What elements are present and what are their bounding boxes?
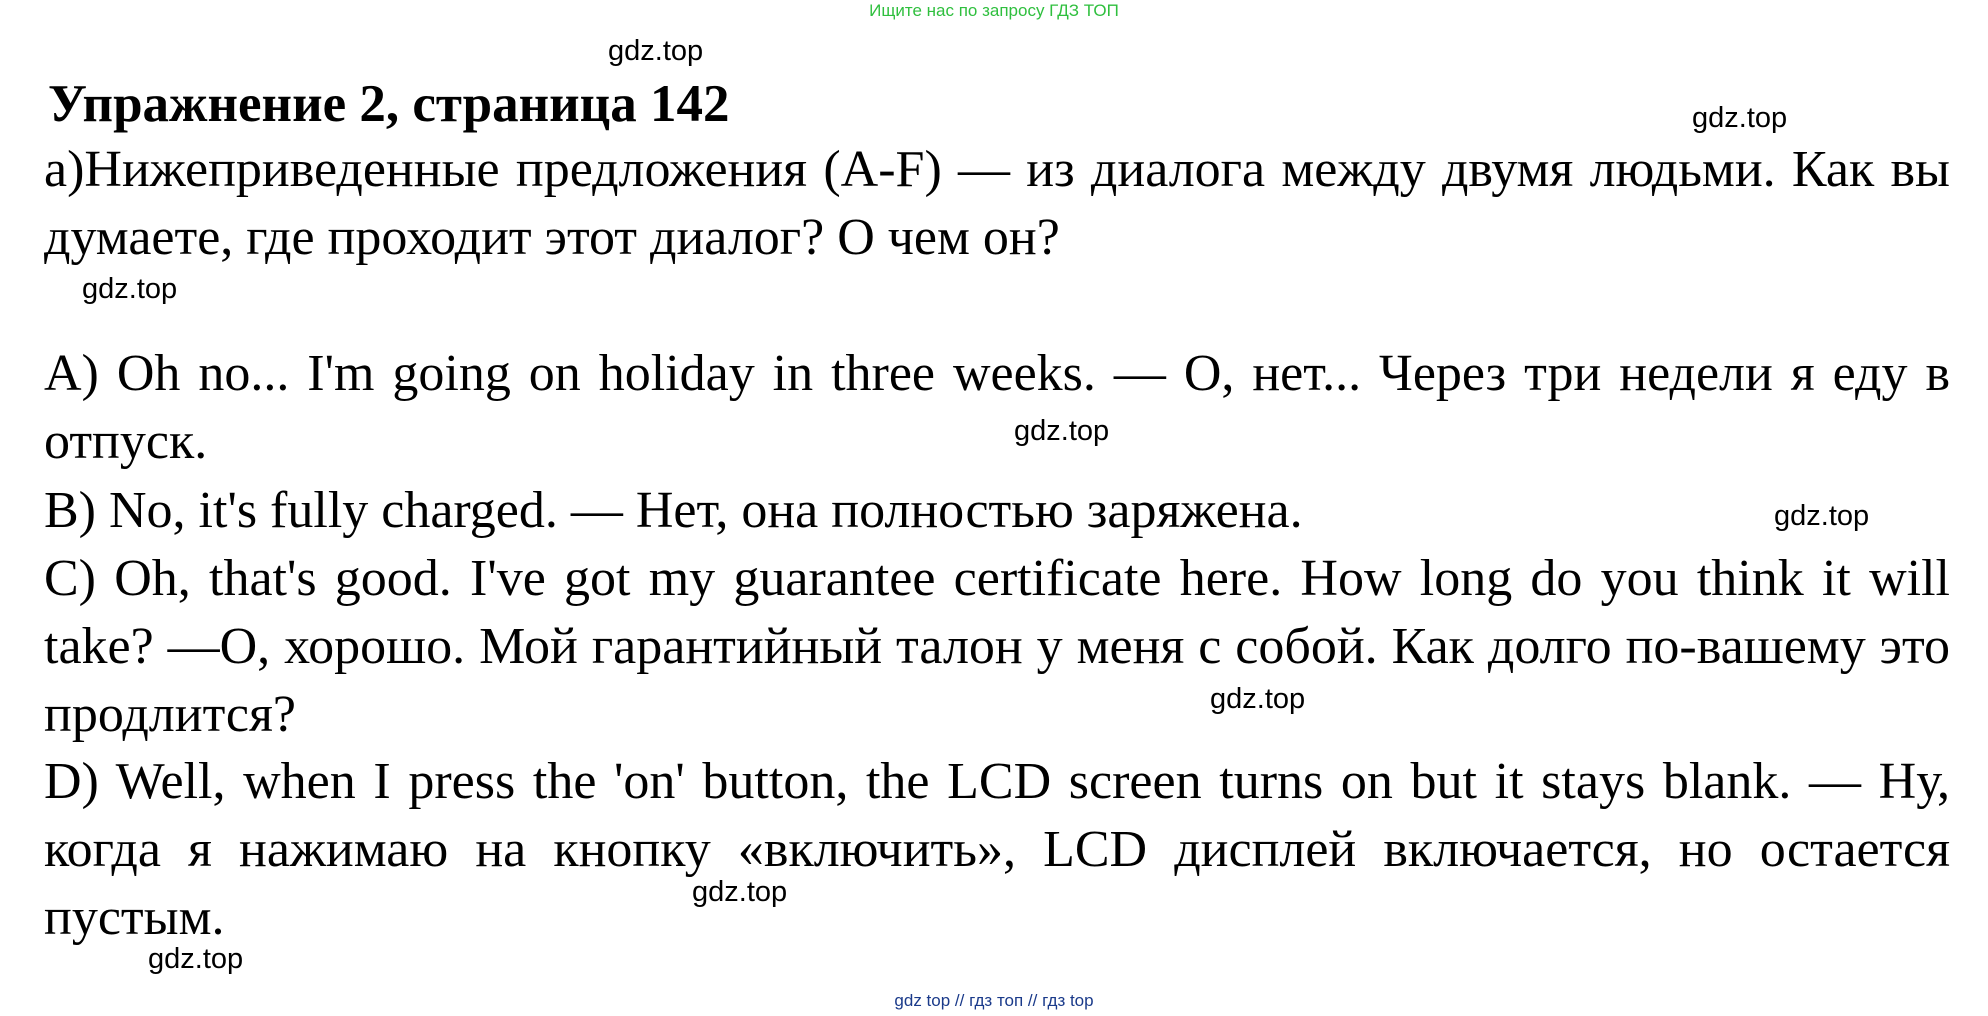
watermark: gdz.top	[608, 35, 704, 67]
watermark: gdz.top	[1014, 415, 1110, 447]
watermark: gdz.top	[692, 876, 788, 908]
sentence-d: D) Well, when I press the 'on' button, the LCD screen turns on but it stays blank. — Ну, когда я нажимаю на кнопку «включить», LCD дисплей включается, но остается пустым.	[44, 753, 1950, 946]
watermark: gdz.top	[1774, 500, 1870, 532]
watermark: gdz.top	[1692, 102, 1788, 134]
sentence-a: A) Oh no... I'm going on holiday in three weeks. — О, нет... Через три недели я еду в отпуск.	[44, 345, 1950, 470]
sentence-c: C) Oh, that's good. I've got my guarantee certificate here. How long do you think it will take? —О, хорошо. Мой гарантийный талон у меня с собой. Как долго по-вашему это продлится?	[44, 550, 1950, 743]
watermark: gdz.top	[82, 273, 178, 305]
watermark: gdz.top	[148, 943, 244, 975]
top-banner: Ищите нас по запросу ГДЗ ТОП	[869, 1, 1119, 20]
watermark: gdz.top	[1210, 683, 1306, 715]
task-text: a)Нижеприведенные предложения (A-F) — из диалога между двумя людьми. Как вы думаете, где проходит этот диалог? О чем он?	[44, 141, 1950, 266]
page-title: Упражнение 2, страница 142	[48, 75, 730, 133]
footer-links: gdz top // гдз топ // гдз top	[894, 991, 1094, 1010]
sentence-b: B) No, it's fully charged. — Нет, она полностью заряжена.	[44, 482, 1303, 539]
